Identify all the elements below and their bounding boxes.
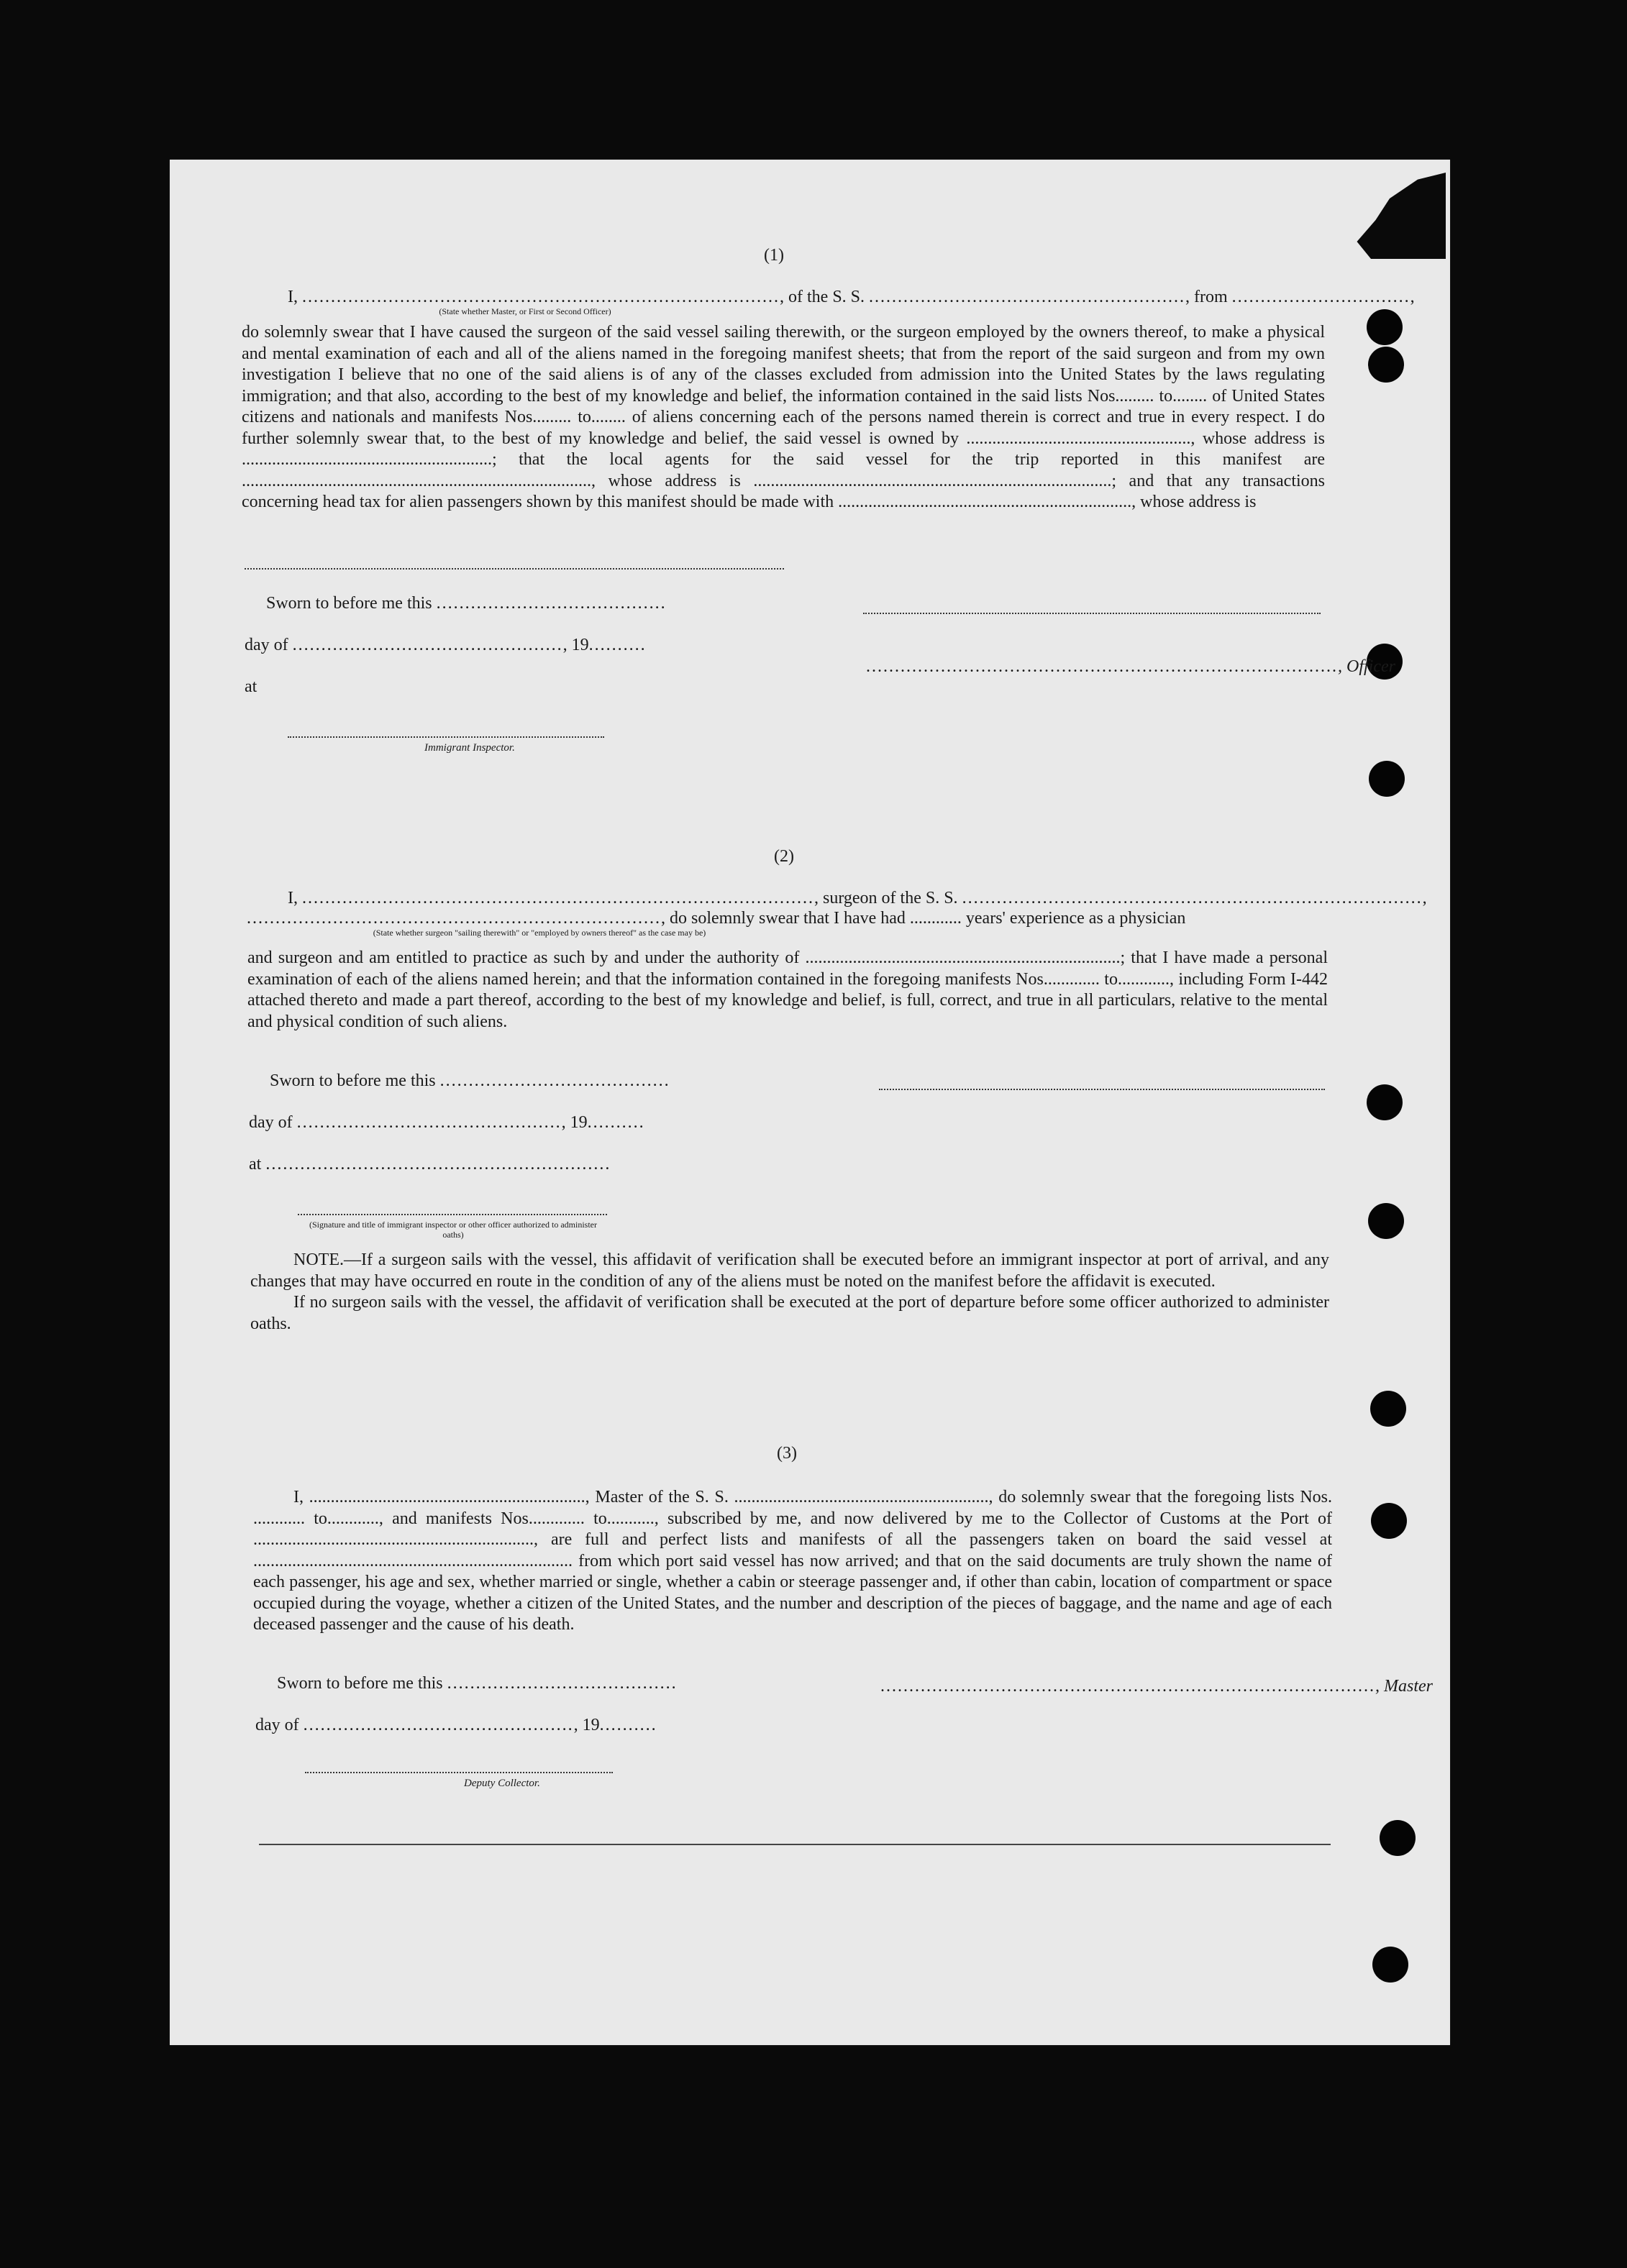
day-of-line: day of ..............................................., 19.......... xyxy=(245,636,647,654)
surgeon-note xyxy=(250,1250,1329,1335)
at-label: at xyxy=(245,677,258,696)
year-label: , 19 xyxy=(562,636,589,654)
signature-line xyxy=(298,1214,607,1215)
master-signature: ......................................................................................, Master xyxy=(880,1677,1433,1696)
oath-pronoun: I, xyxy=(288,288,298,306)
punch-hole xyxy=(1372,1947,1408,1983)
officer-oath-line: I, ..................................................................................., of the S. S. ......................................................., from ..............................., xyxy=(288,288,1416,306)
surgeon-experience-line: ........................................................................, do solemnly swear that I have had ............ years' experience as a physician xyxy=(247,909,1186,928)
officer-rank-caption: (State whether Master, or First or Second Officer) xyxy=(439,306,611,316)
day-of-line: day of ..............................................., 19.......... xyxy=(255,1716,657,1734)
experience-text: , do solemnly swear that I have had ............ years' experience as a physician xyxy=(661,909,1186,928)
note-paragraph-2: If no surgeon sails with the vessel, the affidavit of verification shall be executed at the port of departure before some officer authorized to administer oaths. xyxy=(250,1293,1329,1333)
note-paragraph-1: NOTE.—If a surgeon sails with the vessel, this affidavit of verification shall be executed before an immigrant inspector at port of arrival, and any changes that may have occurred en route in the condition of any of the aliens must be noted on the manifest before the affidavit is executed. xyxy=(250,1250,1329,1291)
surgeon-oath-line: I, ........................................................................................., surgeon of the S. S. ................................................................................, xyxy=(288,889,1428,907)
oath-pronoun: I, xyxy=(288,889,298,907)
master-label: , Master xyxy=(1375,1677,1433,1696)
year-label: , 19 xyxy=(573,1716,600,1734)
inspector-label: Immigrant Inspector. xyxy=(424,742,515,754)
officer-oath-paragraph xyxy=(242,322,1325,513)
at-line xyxy=(245,677,257,697)
bottom-rule xyxy=(259,1844,1331,1845)
at-line: at ............................................................ xyxy=(249,1155,611,1174)
surgeon-oath-text: and surgeon and am entitled to practice as such by and under the authority of .........................................................................; that I have made a personal examination of each of the aliens named herein; and that the information contained in the foregoing manifests Nos............. to............, including Form I-442 attached thereto and made a part thereof, according to the best of my knowledge and belief, is full, correct, and true in all particulars, relative to the mental and physical condition of such aliens. xyxy=(247,948,1328,1031)
master-oath-paragraph xyxy=(253,1487,1332,1636)
section-number: (3) xyxy=(777,1444,797,1463)
officer-signature: .................................................................................., Officer xyxy=(866,657,1395,676)
sworn-label: Sworn to before me this xyxy=(277,1674,443,1693)
officer-oath-text: do solemnly swear that I have caused the surgeon of the said vessel sailing therewith, or the surgeon employed by the owners thereof, to make a physical and mental examination of each and all of the aliens named in the foregoing manifest sheets; that from the report of the said surgeon and from my own investigation I believe that no one of the said aliens is of any of the classes excluded from admission into the United States by the laws regulating immigration; and that also, according to the best of my knowledge and belief, the information contained in the said lists Nos......... to........ of United States citizens and nationals and manifests Nos......... to........ of aliens concerning each of the persons named therein is correct and true in every respect. I do further solemnly swear that, to the best of my knowledge and belief, the said vessel is owned by ...................................................., whose address is ..........................................................; that the local agents for the said vessel for the trip reported in this manifest are ................................................................................., whose address is ...................................................................................; and that any transactions concerning head tax for alien passengers shown by this manifest should be made with ...................................................................., whose address is xyxy=(242,323,1325,511)
punch-hole xyxy=(1368,1203,1404,1239)
sworn-line: Sworn to before me this ........................................ xyxy=(270,1071,670,1090)
surgeon-type-caption: (State whether surgeon "sailing therewith" or "employed by owners thereof" as the case may be) xyxy=(373,928,706,938)
signature-line xyxy=(305,1772,613,1773)
day-of-label: day of xyxy=(255,1716,299,1734)
sworn-line: Sworn to before me this ........................................ xyxy=(277,1674,678,1693)
signature-line xyxy=(879,1089,1325,1090)
sworn-label: Sworn to before me this xyxy=(270,1071,436,1090)
signature-caption: (Signature and title of immigrant inspector or other officer authorized to administer oaths) xyxy=(309,1220,597,1240)
year-label: , 19 xyxy=(561,1113,588,1132)
punch-hole xyxy=(1370,1391,1406,1427)
from-label: , from xyxy=(1185,288,1228,306)
signature-line xyxy=(245,568,784,570)
surgeon-ship-label: , surgeon of the S. S. xyxy=(814,889,958,907)
officer-label: , Officer xyxy=(1338,657,1395,676)
ship-label: , of the S. S. xyxy=(780,288,865,306)
section-number: (1) xyxy=(764,246,784,265)
punch-hole xyxy=(1367,309,1403,345)
punch-hole xyxy=(1367,1084,1403,1120)
day-of-line: day of .............................................., 19.......... xyxy=(249,1113,645,1132)
punch-hole xyxy=(1371,1503,1407,1539)
sworn-label: Sworn to before me this xyxy=(266,594,432,613)
punch-hole xyxy=(1369,761,1405,797)
master-oath-text: I, ................................................................, Master of the S. S. ..........................................................., do solemnly swear that the foregoing lists Nos. ............ to............, and manifests Nos............. to..........., subscribed by me, and now delivered by me to the Collector of Customs at the Port of ................................................................., are full and perfect lists and manifests of all the passengers taken on board the said vessel at .......................................................................... from which port said vessel has now arrived; and that on the said documents are truly shown the name of each passenger, his age and sex, whether married or single, whether a cabin or steerage passenger and, if other than cabin, location of compartment or space occupied during the voyage, whether a citizen of the United States, and the number and description of the pieces of baggage, and the name and age of each deceased passenger and the cause of his death. xyxy=(253,1488,1332,1634)
punch-hole xyxy=(1380,1820,1416,1856)
punch-hole xyxy=(1368,347,1404,383)
signature-line xyxy=(288,736,604,738)
deputy-collector-label: Deputy Collector. xyxy=(464,1778,540,1789)
day-of-label: day of xyxy=(249,1113,293,1132)
at-label: at xyxy=(249,1155,262,1174)
signature-line xyxy=(863,613,1321,614)
day-of-label: day of xyxy=(245,636,288,654)
sworn-line: Sworn to before me this ........................................ xyxy=(266,594,667,613)
section-number: (2) xyxy=(774,847,794,866)
surgeon-oath-paragraph xyxy=(247,948,1328,1033)
